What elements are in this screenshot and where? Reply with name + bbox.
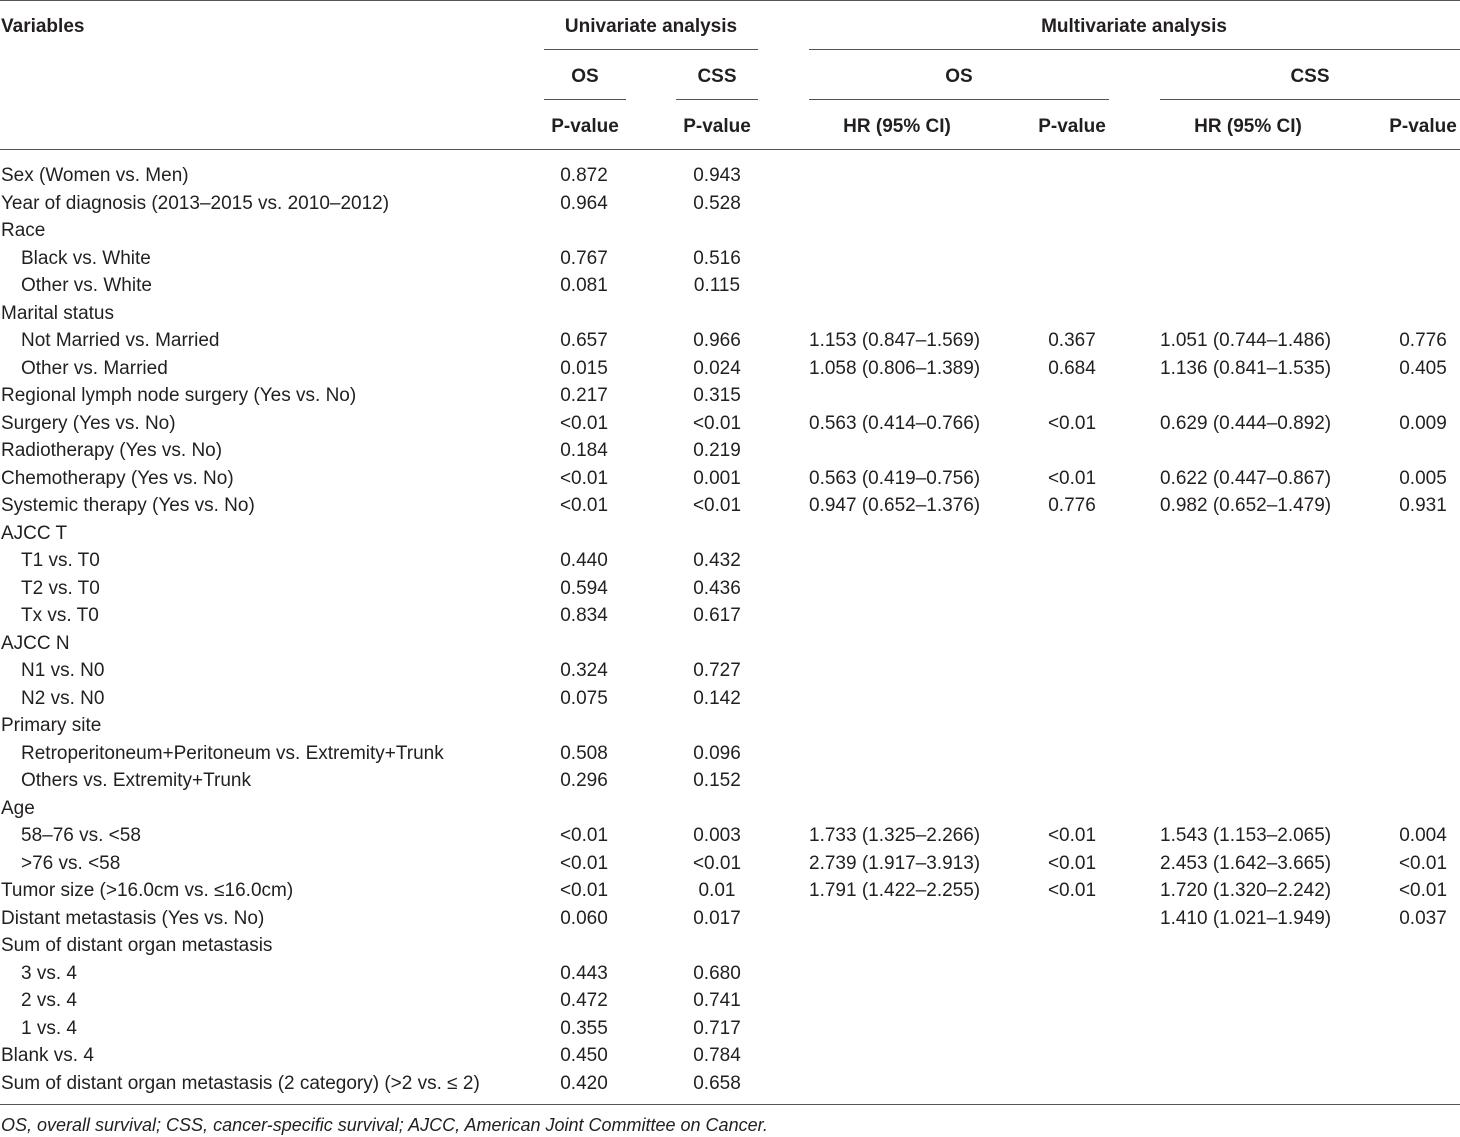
uni-css-pvalue: <0.01 xyxy=(692,852,742,874)
uni-css-pvalue: 0.516 xyxy=(693,247,741,269)
table-row xyxy=(0,630,1460,658)
table-row xyxy=(0,905,1460,933)
table-row xyxy=(0,987,1460,1015)
header-multi-os: OS xyxy=(945,66,973,87)
uni-os-pvalue: 0.594 xyxy=(560,577,608,599)
header-multi-css: CSS xyxy=(1290,66,1330,87)
multi-os-pvalue: <0.01 xyxy=(1047,467,1097,489)
header-uni-os-pvalue: P-value xyxy=(551,116,619,137)
table-row xyxy=(0,410,1460,438)
uni-css-pvalue: 0.096 xyxy=(693,742,741,764)
table-row xyxy=(0,245,1460,273)
variable-label: Surgery (Yes vs. No) xyxy=(1,412,176,434)
uni-os-pvalue: 0.472 xyxy=(560,990,608,1011)
variable-label: Not Married vs. Married xyxy=(21,330,220,351)
uni-css-pvalue: 0.658 xyxy=(693,1072,741,1094)
table-row xyxy=(0,822,1460,850)
table-row xyxy=(0,327,1460,355)
multi-css-hr: 2.453 (1.642–3.665) xyxy=(1160,852,1332,874)
uni-css-pvalue: <0.01 xyxy=(692,495,742,516)
multi-os-hr: 1.153 (0.847–1.569) xyxy=(809,330,981,351)
uni-os-pvalue: 0.075 xyxy=(560,687,608,709)
multi-os-pvalue: <0.01 xyxy=(1047,852,1097,874)
uni-os-pvalue: 0.060 xyxy=(560,907,608,929)
multi-css-pvalue: 0.931 xyxy=(1399,495,1447,516)
variable-label: Race xyxy=(1,220,46,241)
multi-css-hr: 1.410 (1.021–1.949) xyxy=(1160,907,1332,929)
univariate-underline xyxy=(544,49,758,50)
uni-os-pvalue: 0.296 xyxy=(560,770,608,791)
uni-css-pvalue: 0.003 xyxy=(693,825,741,846)
multi-os-hr: 2.739 (1.917–3.913) xyxy=(809,852,981,874)
table-row xyxy=(0,1070,1460,1098)
variable-label: Primary site xyxy=(1,715,102,736)
multi-css-pvalue: 0.005 xyxy=(1399,467,1447,489)
variable-label: Year of diagnosis (2013–2015 vs. 2010–2012) xyxy=(1,192,390,214)
variable-label: >76 vs. <58 xyxy=(21,852,121,874)
variable-label: Sum of distant organ metastasis xyxy=(1,935,273,956)
uni-css-pvalue: 0.432 xyxy=(693,550,741,571)
uni-os-pvalue: <0.01 xyxy=(559,880,609,901)
uni-os-underline xyxy=(544,99,626,100)
multi-css-pvalue: <0.01 xyxy=(1398,880,1448,901)
uni-css-pvalue: 0.436 xyxy=(693,577,741,599)
multi-css-pvalue: <0.01 xyxy=(1398,852,1448,874)
uni-os-pvalue: 0.217 xyxy=(560,385,608,406)
uni-os-pvalue: 0.324 xyxy=(560,660,608,681)
uni-os-pvalue: 0.015 xyxy=(560,357,608,379)
variable-label: 1 vs. 4 xyxy=(21,1017,77,1039)
variable-label: 2 vs. 4 xyxy=(21,990,77,1011)
uni-os-pvalue: 0.450 xyxy=(560,1045,608,1066)
variable-label: Tumor size (>16.0cm vs. ≤16.0cm) xyxy=(1,880,294,901)
table-row xyxy=(0,492,1460,520)
variable-label: Other vs. White xyxy=(21,275,152,296)
uni-os-pvalue: 0.184 xyxy=(560,440,608,461)
variable-label: Retroperitoneum+Peritoneum vs. Extremity+Trunk xyxy=(21,742,444,764)
header-multi-os-hr: HR (95% CI) xyxy=(843,116,951,137)
table-bottom-rule xyxy=(0,1104,1460,1105)
table-row xyxy=(0,1042,1460,1070)
multi-css-hr: 1.543 (1.153–2.065) xyxy=(1160,825,1332,846)
uni-os-pvalue: 0.355 xyxy=(560,1017,608,1039)
multivariate-underline xyxy=(809,49,1460,50)
table-row xyxy=(0,685,1460,713)
uni-os-pvalue: <0.01 xyxy=(559,495,609,516)
variable-label: 58–76 vs. <58 xyxy=(21,825,141,846)
header-multi-os-pvalue: P-value xyxy=(1038,116,1106,137)
table-row xyxy=(0,712,1460,740)
uni-css-pvalue: 0.01 xyxy=(698,880,736,901)
uni-css-pvalue: 0.152 xyxy=(693,770,741,791)
uni-css-pvalue: 0.219 xyxy=(693,440,741,461)
multi-os-pvalue: 0.367 xyxy=(1048,330,1096,351)
header-uni-css: CSS xyxy=(697,66,737,87)
variable-label: Marital status xyxy=(1,302,114,324)
top-rule xyxy=(0,0,1460,1)
table-row xyxy=(0,767,1460,795)
uni-os-pvalue: 0.440 xyxy=(560,550,608,571)
multi-css-pvalue: 0.037 xyxy=(1399,907,1447,929)
uni-css-pvalue: 0.142 xyxy=(693,687,741,709)
header-uni-os: OS xyxy=(571,66,599,87)
multi-css-underline xyxy=(1160,99,1460,100)
uni-css-pvalue: 0.617 xyxy=(693,605,741,626)
multi-css-hr: 1.720 (1.320–2.242) xyxy=(1160,880,1332,901)
variable-label: Blank vs. 4 xyxy=(1,1045,94,1066)
variable-label: Sex (Women vs. Men) xyxy=(1,165,189,186)
table-footnote: OS, overall survival; CSS, cancer-specific survival; AJCC, American Joint Committee on Cancer. xyxy=(1,1115,768,1135)
variable-label: T1 vs. T0 xyxy=(21,550,100,571)
multi-os-pvalue: <0.01 xyxy=(1047,412,1097,434)
multi-css-hr: 1.051 (0.744–1.486) xyxy=(1160,330,1332,351)
table-row xyxy=(0,217,1460,245)
multi-os-pvalue: <0.01 xyxy=(1047,825,1097,846)
variable-label: Systemic therapy (Yes vs. No) xyxy=(1,495,255,516)
table-row xyxy=(0,740,1460,768)
uni-css-pvalue: 0.001 xyxy=(693,467,741,489)
table-row xyxy=(0,932,1460,960)
table-row xyxy=(0,520,1460,548)
uni-os-pvalue: 0.657 xyxy=(560,330,608,351)
variable-label: Black vs. White xyxy=(21,247,151,269)
uni-css-pvalue: 0.943 xyxy=(693,165,741,186)
multi-os-hr: 0.563 (0.414–0.766) xyxy=(809,412,981,434)
uni-css-pvalue: 0.966 xyxy=(693,330,741,351)
uni-os-pvalue: 0.767 xyxy=(560,247,608,269)
table-row xyxy=(0,437,1460,465)
uni-css-pvalue: 0.680 xyxy=(693,962,741,984)
variable-label: AJCC N xyxy=(1,632,70,654)
variable-label: T2 vs. T0 xyxy=(21,577,100,599)
header-multi-css-hr: HR (95% CI) xyxy=(1194,116,1302,137)
variable-label: Chemotherapy (Yes vs. No) xyxy=(1,467,234,489)
multi-css-pvalue: 0.405 xyxy=(1399,357,1447,379)
multi-os-pvalue: 0.776 xyxy=(1048,495,1096,516)
table-row xyxy=(0,850,1460,878)
variable-label: Tx vs. T0 xyxy=(21,605,99,626)
variable-label: Regional lymph node surgery (Yes vs. No) xyxy=(1,385,357,406)
multi-css-hr: 0.982 (0.652–1.479) xyxy=(1160,495,1332,516)
table-row xyxy=(0,382,1460,410)
multi-os-hr: 0.947 (0.652–1.376) xyxy=(809,495,981,516)
table-row xyxy=(0,602,1460,630)
uni-os-pvalue: 0.508 xyxy=(560,742,608,764)
variable-label: Distant metastasis (Yes vs. No) xyxy=(1,907,265,929)
table-row xyxy=(0,1015,1460,1043)
variable-label: Other vs. Married xyxy=(21,357,168,379)
multi-css-pvalue: 0.776 xyxy=(1399,330,1447,351)
multi-css-hr: 0.629 (0.444–0.892) xyxy=(1160,412,1332,434)
uni-os-pvalue: 0.964 xyxy=(560,192,608,214)
uni-os-pvalue: <0.01 xyxy=(559,852,609,874)
table-row xyxy=(0,300,1460,328)
multi-os-hr: 1.791 (1.422–2.255) xyxy=(809,880,981,901)
uni-os-pvalue: 0.834 xyxy=(560,605,608,626)
multi-css-hr: 1.136 (0.841–1.535) xyxy=(1160,357,1332,379)
table-row xyxy=(0,877,1460,905)
table-row xyxy=(0,162,1460,190)
uni-css-pvalue: 0.741 xyxy=(693,990,741,1011)
uni-css-pvalue: <0.01 xyxy=(692,412,742,434)
header-multi-css-pvalue: P-value xyxy=(1389,116,1457,137)
table-row xyxy=(0,355,1460,383)
uni-css-pvalue: 0.727 xyxy=(693,660,741,681)
header-variables: Variables xyxy=(1,16,85,37)
header-uni-css-pvalue: P-value xyxy=(683,116,751,137)
header-multivariate: Multivariate analysis xyxy=(1041,16,1227,37)
multi-os-underline xyxy=(809,99,1109,100)
multi-css-pvalue: 0.009 xyxy=(1399,412,1447,434)
uni-os-pvalue: <0.01 xyxy=(559,412,609,434)
table-row xyxy=(0,575,1460,603)
header-bottom-rule xyxy=(0,149,1460,150)
table-row xyxy=(0,190,1460,218)
uni-css-pvalue: 0.784 xyxy=(693,1045,741,1066)
variable-label: AJCC T xyxy=(1,522,68,544)
uni-css-pvalue: 0.017 xyxy=(693,907,741,929)
uni-css-pvalue: 0.528 xyxy=(693,192,741,214)
uni-os-pvalue: 0.443 xyxy=(560,962,608,984)
uni-css-pvalue: 0.115 xyxy=(693,275,741,296)
variable-label: N1 vs. N0 xyxy=(21,660,105,681)
table-row xyxy=(0,465,1460,493)
table-row xyxy=(0,547,1460,575)
uni-css-underline xyxy=(676,99,758,100)
multi-os-hr: 0.563 (0.419–0.756) xyxy=(809,467,981,489)
uni-css-pvalue: 0.024 xyxy=(693,357,741,379)
multi-os-pvalue: 0.684 xyxy=(1048,357,1096,379)
table-row xyxy=(0,960,1460,988)
uni-os-pvalue: <0.01 xyxy=(559,467,609,489)
uni-os-pvalue: 0.872 xyxy=(560,165,608,186)
variable-label: Sum of distant organ metastasis (2 category) (>2 vs. ≤ 2) xyxy=(1,1072,480,1094)
table-row xyxy=(0,657,1460,685)
variable-label: Radiotherapy (Yes vs. No) xyxy=(1,440,223,461)
multi-os-hr: 1.058 (0.806–1.389) xyxy=(809,357,981,379)
table-row xyxy=(0,272,1460,300)
uni-os-pvalue: 0.420 xyxy=(560,1072,608,1094)
multi-css-pvalue: 0.004 xyxy=(1399,825,1447,846)
table-row xyxy=(0,795,1460,823)
variable-label: Age xyxy=(1,797,35,819)
multi-css-hr: 0.622 (0.447–0.867) xyxy=(1160,467,1332,489)
variable-label: Others vs. Extremity+Trunk xyxy=(21,770,251,791)
multi-os-pvalue: <0.01 xyxy=(1047,880,1097,901)
variable-label: N2 vs. N0 xyxy=(21,687,105,709)
multi-os-hr: 1.733 (1.325–2.266) xyxy=(809,825,981,846)
header-univariate: Univariate analysis xyxy=(564,16,738,37)
variable-label: 3 vs. 4 xyxy=(21,962,77,984)
uni-css-pvalue: 0.717 xyxy=(693,1017,741,1039)
uni-os-pvalue: <0.01 xyxy=(559,825,609,846)
table-body xyxy=(0,162,1460,1097)
uni-os-pvalue: 0.081 xyxy=(560,275,608,296)
uni-css-pvalue: 0.315 xyxy=(693,385,741,406)
